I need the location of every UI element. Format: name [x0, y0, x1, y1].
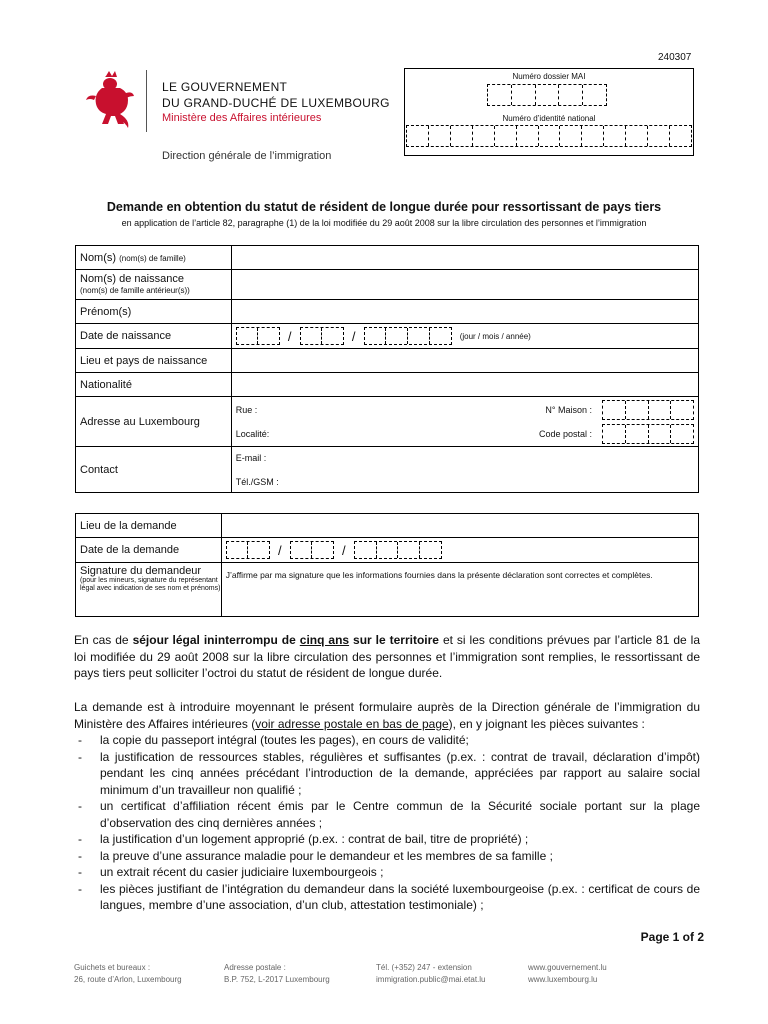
input-nom[interactable] — [231, 246, 698, 270]
label-nom-naissance-note: (nom(s) de famille antérieur(s)) — [80, 285, 190, 295]
row-signature — [76, 563, 699, 617]
procedure-text-1: La demande est à introduire moyennant le présent formulaire auprès de la Direction générale de l’immigration du Ministère des Affaires intérieures ( — [74, 700, 700, 731]
postal-code-boxes[interactable] — [602, 424, 694, 444]
label-email[interactable]: E-mail : — [235, 452, 267, 463]
intro-bold-2: sur le territoire — [349, 633, 439, 647]
row-lieu-demande — [76, 514, 699, 538]
label-prenom: Prénom(s) — [76, 300, 232, 324]
intro-paragraph — [74, 632, 700, 682]
label-contact: Contact — [76, 447, 232, 493]
row-adresse — [76, 397, 699, 447]
footer-websites — [528, 962, 607, 986]
input-nom-naissance[interactable] — [231, 270, 698, 300]
request-day-boxes[interactable] — [226, 541, 270, 559]
footer-postal-label: Adresse postale : — [224, 963, 286, 972]
label-signature-note: (pour les mineurs, signature du représentant légal avec indication de ses nom et prénoms) — [80, 577, 221, 592]
label-nom: Nom(s) — [80, 251, 117, 264]
birth-day-boxes[interactable] — [236, 327, 280, 345]
list-item: - la copie du passeport intégral (toutes les pages), en cours de validité; — [74, 732, 700, 749]
procedure-paragraph — [74, 699, 700, 732]
row-nom — [76, 246, 699, 270]
postal-address-reference: voir adresse postale en bas de page — [255, 716, 449, 731]
date-format-hint: (jour / mois / année) — [459, 331, 531, 341]
footer-email-link[interactable]: immigration.public@mai.etat.lu — [376, 975, 486, 984]
row-contact — [76, 447, 699, 493]
required-documents-list — [74, 732, 700, 914]
row-date-naissance — [76, 324, 699, 349]
dossier-number-label: Numéro dossier MAI — [512, 72, 586, 81]
page-number: Page 1 of 2 — [640, 930, 704, 944]
national-id-boxes[interactable] — [406, 125, 692, 147]
label-localite: Localité: — [235, 428, 270, 439]
declaration-text: J’affirme par ma signature que les informations fournies dans la présente déclaration sont correctes et complètes. — [225, 570, 653, 580]
list-item: - un certificat d’affiliation récent émis par le Centre commun de la Sécurité sociale portant sur la plage d’observation des cinq dernières années ; — [74, 798, 700, 831]
row-lieu-naissance — [76, 349, 699, 373]
list-item: - un extrait récent du casier judiciaire luxembourgeois ; — [74, 864, 700, 881]
birth-year-boxes[interactable] — [364, 327, 452, 345]
input-prenom[interactable] — [231, 300, 698, 324]
label-tel[interactable]: Tél./GSM : — [235, 476, 279, 487]
header-divider — [146, 70, 147, 132]
label-nationalite: Nationalité — [76, 373, 232, 397]
footer-phone: Tél. (+352) 247 - extension — [376, 963, 472, 972]
date-slash: / — [351, 328, 356, 344]
applicant-form-table — [75, 245, 699, 493]
input-localite[interactable] — [269, 424, 539, 444]
label-code-postal: Code postal : — [538, 428, 592, 439]
input-rue[interactable] — [257, 400, 545, 420]
footer-postal — [224, 962, 330, 986]
signature-field[interactable] — [221, 563, 698, 617]
label-signature: Signature du demandeur — [80, 565, 202, 577]
list-item: - les pièces justifiant de l’intégration du demandeur dans la société luxembourgeoise (p.ex. : certificat de cours de langues, membre d’une association, d’un club, attestation testimoniale) ; — [74, 881, 700, 914]
label-nom-naissance: Nom(s) de naissance — [80, 272, 184, 285]
row-date-demande — [76, 538, 699, 563]
label-date-demande: Date de la demande — [76, 538, 222, 563]
date-slash: / — [341, 542, 346, 558]
label-nom-note: (nom(s) de famille) — [119, 253, 186, 263]
label-adresse: Adresse au Luxembourg — [76, 397, 232, 447]
row-prenom — [76, 300, 699, 324]
footer-office-address: 26, route d’Arlon, Luxembourg — [74, 975, 182, 984]
government-line-1: LE GOUVERNEMENT — [162, 80, 288, 94]
intro-bold-underlined: cinq ans — [299, 633, 350, 647]
request-month-boxes[interactable] — [290, 541, 334, 559]
label-date-naissance: Date de naissance — [76, 324, 232, 349]
footer-office — [74, 962, 182, 986]
form-title: Demande en obtention du statut de résident de longue durée pour ressortissant de pays tiers — [106, 200, 662, 214]
label-maison: N° Maison : — [545, 404, 592, 415]
row-nationalite — [76, 373, 699, 397]
intro-bold-1: séjour légal ininterrompu de — [132, 633, 300, 647]
ministry-name: Ministère des Affaires intérieures — [162, 112, 322, 124]
input-lieu-naissance[interactable] — [231, 349, 698, 373]
date-slash: / — [287, 328, 292, 344]
intro-text-2: et si les conditions prévues par l’article 81 de la loi modifiée du 29 août 2008 sur la libre circulation des personnes et l’immigration sont remplies, le ressortissant de pays tiers peut solliciter l’octroi du statut de résident de longue durée. — [74, 633, 701, 680]
list-item: - la justification d’un logement approprié (p.ex. : contrat de bail, titre de propriété) ; — [74, 831, 700, 848]
procedure-text-2: ), en y joignant les pièces suivantes : — [448, 716, 645, 731]
footer-postal-address: B.P. 752, L-2017 Luxembourg — [224, 975, 330, 984]
request-year-boxes[interactable] — [354, 541, 442, 559]
footer-website-link-1[interactable]: www.gouvernement.lu — [528, 963, 607, 972]
input-nationalite[interactable] — [231, 373, 698, 397]
label-lieu-demande: Lieu de la demande — [76, 514, 222, 538]
house-number-boxes[interactable] — [602, 400, 694, 420]
intro-text-1: En cas de — [74, 633, 133, 647]
label-rue: Rue : — [235, 404, 258, 415]
list-item: - la preuve d’une assurance maladie pour le demandeur et les membres de sa famille ; — [74, 848, 700, 865]
footer-website-link-2[interactable]: www.luxembourg.lu — [528, 975, 598, 984]
input-lieu-demande[interactable] — [221, 514, 698, 538]
date-slash: / — [277, 542, 282, 558]
label-lieu-naissance: Lieu et pays de naissance — [76, 349, 232, 373]
row-nom-naissance — [76, 270, 699, 300]
birth-month-boxes[interactable] — [300, 327, 344, 345]
red-lion-icon — [84, 70, 136, 132]
request-form-table — [75, 513, 699, 617]
dossier-number-boxes[interactable] — [487, 84, 607, 106]
footer-office-label: Guichets et bureaux : — [74, 963, 151, 972]
national-id-label: Numéro d’identité national — [502, 114, 596, 123]
form-subtitle: en application de l’article 82, paragraphe (1) de la loi modifiée du 29 août 2008 sur la libre circulation des personnes et l’immigration — [121, 218, 647, 228]
footer-contact — [376, 962, 486, 986]
government-line-2: DU GRAND-DUCHÉ DE LUXEMBOURG — [162, 96, 390, 110]
list-item: - la justification de ressources stables, régulières et suffisantes (p.ex. : contrat de travail, déclaration d’impôt) pendant les cinq années précédant l’introduction de la demande, appréciées par rapport au salaire social minimum d’un travailleur non qualifié ; — [74, 749, 700, 799]
direction-name: Direction générale de l’immigration — [162, 150, 332, 162]
document-id: 240307 — [658, 52, 692, 63]
